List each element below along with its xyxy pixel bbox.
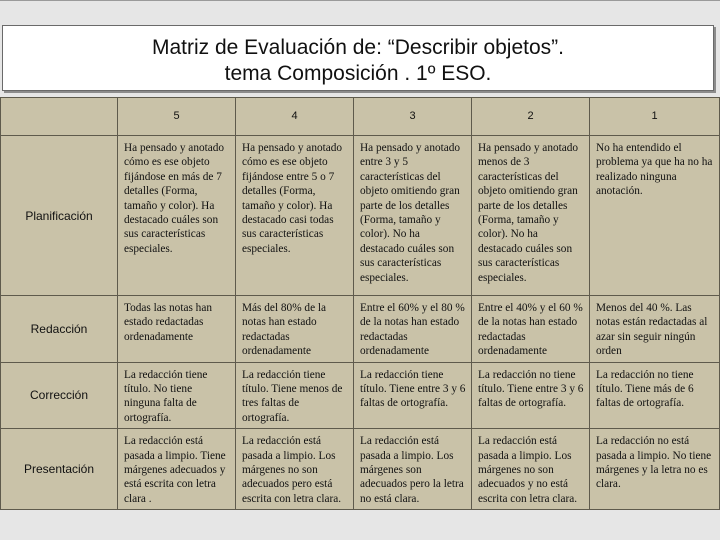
rubric-cell: La redacción no está pasada a limpio. No tiene márgenes y la letra no es clara. <box>590 429 720 510</box>
header-row <box>1 98 720 136</box>
header-cell-score-1: 1 <box>590 98 720 136</box>
table-row-planificacion <box>1 136 720 296</box>
rubric-cell: Ha pensado y anotado cómo es ese objeto fijándose en más de 7 detalles (Forma, tamaño y color). Ha destacado cuáles son sus características especiales. <box>118 136 236 296</box>
title-line-1: Matriz de Evaluación de: “Describir objetos”. <box>151 36 564 59</box>
rubric-cell: Todas las notas han estado redactadas ordenadamente <box>118 296 236 363</box>
rubric-cell: Entre el 60% y el 80 % de la notas han estado redactadas ordenadamente <box>354 296 472 363</box>
table-row-redaccion <box>1 296 720 363</box>
criterion-label: Presentación <box>1 429 118 510</box>
header-cell-score-5: 5 <box>118 98 236 136</box>
table-row-presentacion <box>1 429 720 510</box>
criterion-label: Planificación <box>1 136 118 296</box>
rubric-cell: Ha pensado y anotado menos de 3 características del objeto omitiendo gran parte de los detalles (Forma, tamaño y color). No ha destacado cuáles son sus características especiales. <box>472 136 590 296</box>
rubric-cell: Ha pensado y anotado entre 3 y 5 características del objeto omitiendo gran parte de los detalles (Forma, tamaño y color). No ha destacado cuáles son sus características especiales. <box>354 136 472 296</box>
rubric-cell: No ha entendido el problema ya que ha no ha realizado ninguna anotación. <box>590 136 720 296</box>
rubric-cell: Entre el 40% y el 60 % de la notas han estado redactadas ordenadamente <box>472 296 590 363</box>
rubric-cell: Menos del 40 %. Las notas están redactadas al azar sin seguir ningún orden <box>590 296 720 363</box>
table-row-correccion <box>1 362 720 429</box>
header-cell-criterion <box>1 98 118 136</box>
rubric-cell: La redacción está pasada a limpio. Los márgenes no son adecuados y no está escrita con letra clara. <box>472 429 590 510</box>
title-box <box>2 25 714 91</box>
rubric-cell: Ha pensado y anotado cómo es ese objeto fijándose entre 5 o 7 detalles (Forma, tamaño y color). Ha destacado casi todas sus características especiales. <box>236 136 354 296</box>
criterion-label: Redacción <box>1 296 118 363</box>
rubric-cell: La redacción no tiene título. Tiene más de 6 faltas de ortografía. <box>590 362 720 429</box>
title-line-2: tema Composición . 1º ESO. <box>224 62 492 85</box>
rubric-cell: La redacción tiene título. Tiene entre 3 y 6 faltas de ortografía. <box>354 362 472 429</box>
rubric-cell: La redacción está pasada a limpio. Los márgenes no son adecuados pero está escrita con letra clara. <box>236 429 354 510</box>
rubric-cell: La redacción tiene título. No tiene ninguna falta de ortografía. <box>118 362 236 429</box>
rubric-cell: La redacción no tiene título. Tiene entre 3 y 6 faltas de ortografía. <box>472 362 590 429</box>
rubric-cell: Más del 80% de la notas han estado redactadas ordenadamente <box>236 296 354 363</box>
rubric-cell: La redacción está pasada a limpio. Tiene márgenes adecuados y está escrita con letra clara . <box>118 429 236 510</box>
criterion-label: Corrección <box>1 362 118 429</box>
header-cell-score-4: 4 <box>236 98 354 136</box>
rubric-cell: La redacción tiene título. Tiene menos de tres faltas de ortografía. <box>236 362 354 429</box>
header-cell-score-2: 2 <box>472 98 590 136</box>
rubric-table <box>0 97 720 510</box>
rubric-cell: La redacción está pasada a limpio. Los márgenes son adecuados pero la letra no está clara. <box>354 429 472 510</box>
header-cell-score-3: 3 <box>354 98 472 136</box>
